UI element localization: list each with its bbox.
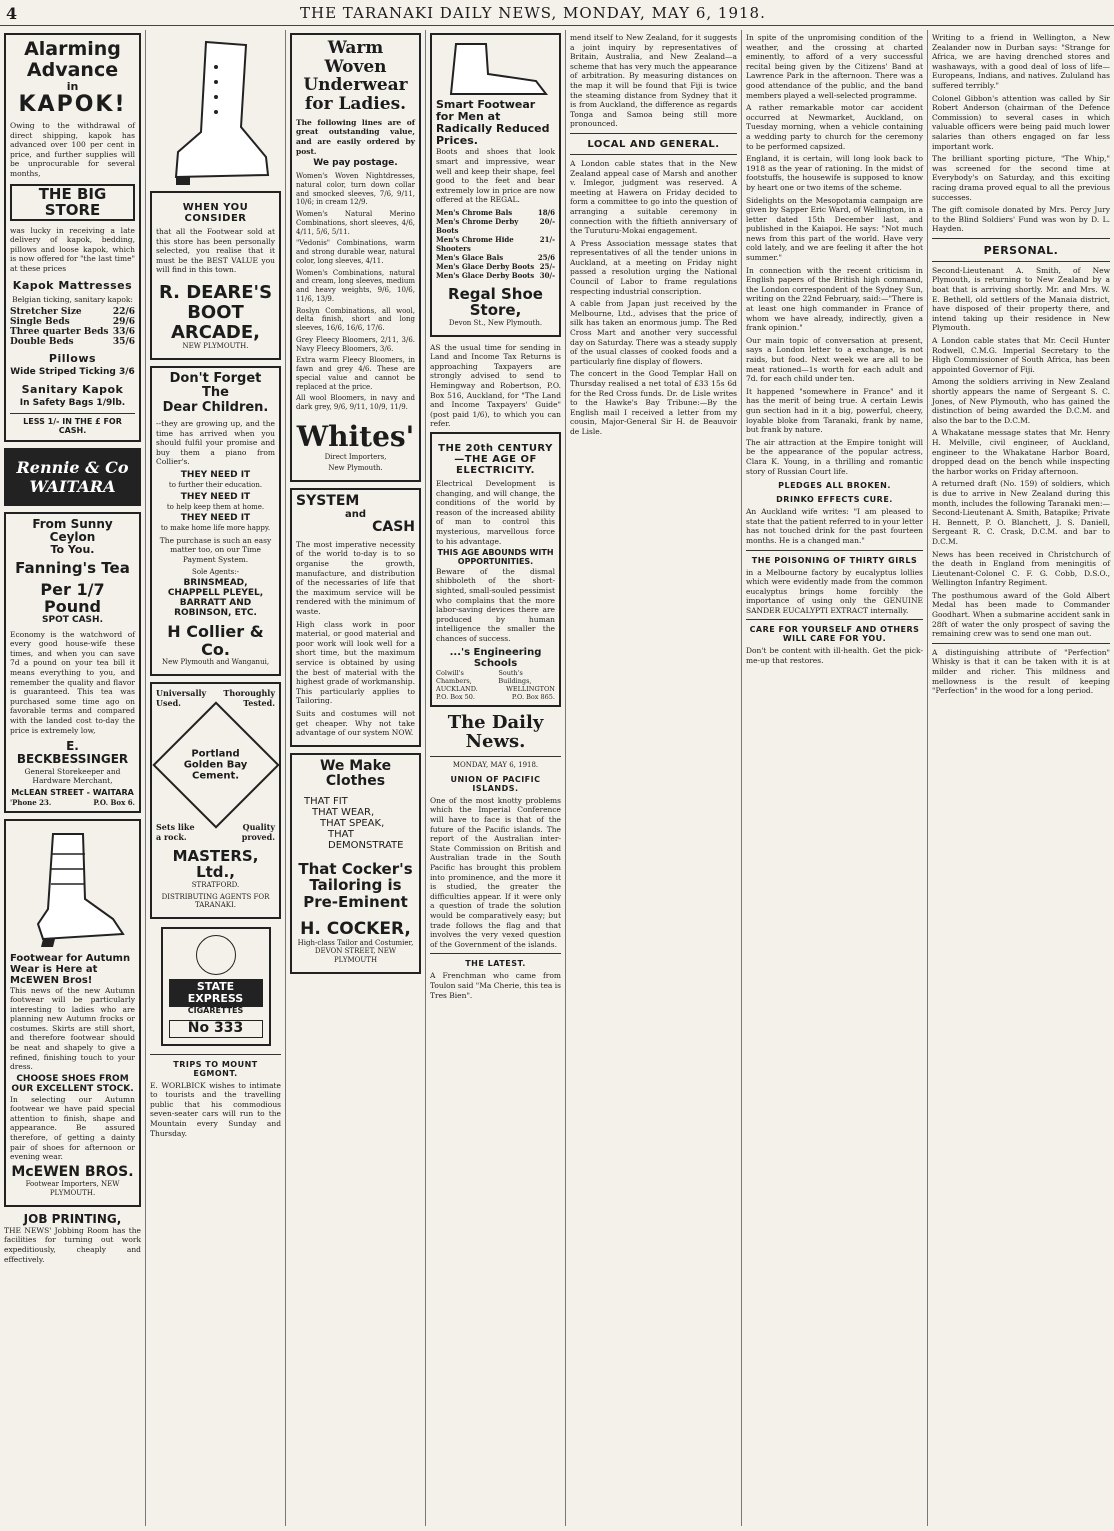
- personal-heading: PERSONAL.: [983, 243, 1059, 257]
- latest-heading: THE LATEST.: [465, 959, 526, 969]
- store-body: was lucky in receiving a late delivery of kapok, bedding, pillows and loose kapok, which is now offered for "the last time" at these prices: [10, 225, 135, 273]
- column-4: [426, 30, 566, 1526]
- editorial-date: MONDAY, MAY 6, 1918.: [452, 761, 539, 770]
- tea-body: Economy is the watchword of every good house-wife these times, and when you can save 7d a pound on your tea bill it means everything to you, and remember the quality and flavor is guaranteed. This tea was purchased some time ago on favorable terms and compared with the landed cost to-day the price is extremely low,: [10, 629, 135, 735]
- underwear-item: Women's Combinations, natural and cream, long sleeves, medium and heavy weights, 9/6, 10/6, 11/6, 13/9.: [296, 268, 415, 303]
- column-6: In spite of the unpromising condition of the weather, and the crossing at charted eminently, to afford of a very successful recital being given by the Citizens' Band at Lawrence Park in the afternoon. There was a good attendance of the public, and the band members played a well-selected programme. A rather remarkable motor car accident occurred at Newmarket, Auckland, on Tuesday morning, when a vehicle containing a wedding party to church for the ceremony to be performed capsized. England, it is certain, will long look back to 1918 as the year of rationing. In the midst of footstuffs, the housewife is supposed to know by heart one or two items of the scheme. Sidelights on the Mesopotamia campaign are given by Sapper Eric Ward, of Wellington, in a letter dated 15th December last, and published in the Kaiapoi. He says: "Not much news from this part of the world. Have very cold lately, and we are feeling it after the hot summer." In connection with the recent criticism in English papers of the British high command, the London correspondent of the Sydney Sun, writing on the 22nd February, said:—"There is at least one high commander in France of whom we have already, indirectly, given a frank opinion." Our main topic of conversation at present, says a London letter to a exchange, is not raids, but food. Next week we are all to be meat rationed—1s worth for each adult and 7d. for each child under ten. It happened "somewhere in France" and it has the merit of being true. A certain Lewis gun section had in it a big, powerful, cheery, loyable bloke from Taranaki, frank by name, but frank by nature. The air attraction at the Empire tonight will be the appearance of the popular actress, Clara K. Young, in a thrilling and romantic story of Russian Court life. PLEDGES ALL BROKEN. DRINKO EFFECTS CURE. An Auckland wife writes: "I am pleased to state that the patient referred to in your letter has not touched drink for the past fourteen months. He is a changed man." THE POISONING OF THIRTY GIRLS in a Melbourne factory by eucalyptus lollies which were evidently made from the common eucalyptus brings home forcibly the importance of using only the GENUINE SANDER EUCALYPTI EXTRACT internally. CARE FOR YOURSELF AND OTHERS WILL CARE FOR YOU. Don't be content with ill-health. Get the pick-me-up that restores.: [742, 30, 928, 1526]
- underwear-item: Grey Fleecy Bloomers, 2/11, 3/6. Navy Fleecy Bloomers, 3/6.: [296, 335, 415, 353]
- sanitary-heading: Sanitary Kapok: [21, 383, 124, 397]
- trips-heading: TRIPS TO MOUNT EGMONT.: [173, 1059, 258, 1078]
- whites-name: Whites': [296, 419, 415, 453]
- underwear-item: All wool Bloomers, in navy and dark grey, 9/6, 9/11, 10/9, 11/9.: [296, 394, 415, 412]
- latest-body: A Frenchman who came from Toulon said "Ma Cherie, this tea is Tres Bien".: [430, 971, 562, 1000]
- trips-body: E. WORLBICK wishes to intimate to tourists and the travelling public that his commodious seven-seater cars will run to the Mountain every Sunday and Thursday.: [150, 1080, 281, 1138]
- masters-name: MASTERS, Ltd.,: [172, 846, 259, 882]
- dear-children: Dear Children.: [162, 399, 269, 415]
- deare-boot: BOOT: [187, 301, 244, 323]
- page-number: 4: [6, 4, 18, 23]
- drinko-heading: DRINKO EFFECTS CURE.: [776, 495, 893, 505]
- engineering-ad: THE 20th CENTURY—THE AGE OF ELECTRICITY. Electrical Development is changing, and will change, the conditions of the world by reason of the increased ability of man to control this mysterious, marvellous force to his advantage. THIS AGE ABOUNDS WITH OPPORTUNITIES. Beware of the dismal shibboleth of the short-sighted, small-souled pessimist who complains that the more labor-saving devices there are produced by human intelligence the smaller the chances of success. ...'s Engineering Schools Colwill's Chambers, South's Buildings, AUCKLAND. WELLINGTON P.O. Box 50. P.O. Box 865.: [430, 432, 561, 707]
- cocker-ad: We Make Clothes THAT FIT THAT WEAR, THAT SPEAK, THAT DEMONSTRATE That Cocker's Tailoring is Pre-Eminent H. COCKER, High-class Tailor and Costumier, DEVON STREET, NEW PLYMOUTH: [290, 753, 421, 974]
- piano-brands: BRINSMEAD, CHAPPELL PLEYEL, BARRATT AND ROBINSON, ETC.: [167, 578, 264, 619]
- dont-forget: Don't Forget The: [169, 371, 262, 401]
- mattress-heading: Kapok Mattresses: [12, 278, 133, 292]
- sole-agents: Sole Agents:-: [192, 567, 239, 576]
- collier-sub: New Plymouth and Wanganui,: [161, 658, 270, 667]
- mcewen-name: McEWEN BROS.: [11, 1163, 134, 1180]
- column-5: mend itself to New Zealand, for it suggests a joint inquiry by representatives of Britain, Australia, and New Zealand—a scheme that has very much the appearance of arbitration. By measuring distances on the map it will be found that Fiji is twice the steaming distance from Sydney that it is from Auckland, the difference as regards Tonga and Samoa being still more pronounced. LOCAL AND GENERAL. A London cable states that in the New Zealand appeal case of Marsh and another v. Imlegor, judgment was reserved. A meeting at Hawera on Friday decided to form a committee to go into the question of arranging a suitable ceremony in connection with the fiftieth anniversary of the Turuturu-Mokai engagement. A Press Association message states that representatives of all the tender unions in Auckland, at a meeting on Friday night passed a resolution urging the National Council of Labor to frame regulations respecting industrial conscription. A cable from Japan just received by the Melbourne, Ltd., advises that the price of silk has taken an enormous jump. The Red Cross Mart and another very successful day on Saturday. There was a steady supply of the usual classes of cooked foods and a particularly fine display of flowers. The concert in the Good Templar Hall on Thursday realised a net total of £33 15s 6d for the Red Cross funds. Dr. de Lisle writes to the Hawke's Bay Tribune:—By the English mail I received a letter from my cousin, Major-General Sir H. de Beauvoir de Lisle.: [566, 30, 742, 1526]
- kapok-title-2: Advance: [26, 58, 119, 81]
- sanitary-line: In Safety Bags 1/9lb.: [19, 398, 126, 409]
- tailors-ad: SYSTEM and CASH The most imperative necessity of the world to-day is to so organise the growth, manufacture, and distribution of the necessaries of life that the maximum service will be rendered with the minimum of waste. High class work in poor material, or good material and poor work will look well for a short time, but the maximum service is obtained by using the best of material with the highest grade of workmanship. This particularly applies to Tailoring. Suits and costumes will not get cheaper. Why not take advantage of our system NOW.: [290, 488, 421, 747]
- choose-heading: CHOOSE SHOES FROM OUR EXCELLENT STOCK.: [11, 1073, 134, 1094]
- underwear-item: Extra warm Fleecy Bloomers, in fawn and grey 4/6. These are special value and cannot be replaced at the price.: [296, 356, 415, 391]
- mens-boot-illustration: [436, 39, 556, 99]
- price-row: Stretcher Size 22/6: [10, 307, 135, 318]
- column-1: [0, 30, 146, 1526]
- poisoning-heading: THE POISONING OF THIRTY GIRLS: [751, 555, 918, 565]
- footwear-heading: Footwear for Autumn Wear is Here at McEWEN Bros!: [10, 952, 131, 986]
- choose-body: In selecting our Autumn footwear we have paid special attention to finish, shape and appearance. Be assured therefore, of getting a dainty pair of shoes for afternoon or evening wear.: [10, 1094, 135, 1162]
- beck-phone: 'Phone 23.: [10, 797, 52, 807]
- big-store-logo: THE BIG STORE: [10, 184, 135, 221]
- ceylon-sub: To You.: [50, 542, 95, 556]
- masthead: [0, 0, 1114, 26]
- when-heading: WHEN YOU CONSIDER: [182, 202, 249, 224]
- deare-arcade: ARCADE,: [170, 321, 260, 343]
- beck-sub: General Storekeeper and Hardware Merchant,: [24, 766, 121, 786]
- regal-name: Regal Shoe Store,: [448, 284, 543, 320]
- cement-ad: Universally Thoroughly Used. Tested. Portland Golden Bay Cement. Sets like Quality a rock. proved. MASTERS, Ltd., STRATFORD. DISTRIBUTING AGENTS FOR TARANAKI.: [150, 682, 281, 919]
- footwear-body: This news of the new Autumn footwear will be particularly interesting to ladies who are planning new Autumn frocks or costumes. Skirts are still short, and therefore footwear should be neat and shapely to give a refined, finishing touch to your dress.: [10, 985, 135, 1072]
- local-general-heading: LOCAL AND GENERAL.: [587, 138, 720, 150]
- underwear-item: Roslyn Combinations, all wool, delta finish, short and long sleeves, 16/6, 16/6, 17/6.: [296, 306, 415, 333]
- whites-ad: Warm Woven Underwear for Ladies. The following lines are of great outstanding value, and are easily ordered by post. We pay postage. Women's Woven Nightdresses, natural color, turn down collar and smocked sleeves, 7/6, 9/11, 10/6; in cream 12/9. Women's Natural Merino Combinations, short sleeves, 4/6, 4/11, 5/6, 5/11. "Vedonis" Combinations, warm and strong durable wear, natural color, long sleeves, 4/11. Women's Combinations, natural and cream, long sleeves, medium and heavy weights, 9/6, 10/6, 11/6, 13/9. Roslyn Combinations, all wool, delta finish, short and long sleeves, 16/6, 16/6, 17/6. Grey Fleecy Bloomers, 2/11, 3/6. Navy Fleecy Bloomers, 3/6. Extra warm Fleecy Bloomers, in fawn and grey 4/6. These are special value and cannot be replaced at the price. All wool Bloomers, in navy and dark grey, 9/6, 9/11, 10/9, 11/9. Whites' Direct Importers, New Plymouth.: [290, 33, 421, 482]
- deare-sub: NEW PLYMOUTH.: [182, 342, 249, 351]
- column-3: [286, 30, 426, 1526]
- kapok-body: Owing to the withdrawal of direct shipping, kapok has advanced over 100 per cent in price, and further supplies will be unprocurable for several months,: [10, 121, 135, 179]
- tea-name: Fanning's Tea: [15, 559, 130, 578]
- kapok-title-1: Alarming: [24, 38, 121, 60]
- deare-name: R. DEARE'S: [158, 281, 273, 303]
- underwear-item: Women's Natural Merino Combinations, short sleeves, 4/6, 4/11, 5/6, 5/11.: [296, 210, 415, 236]
- spot-cash: SPOT CASH.: [41, 614, 103, 625]
- pillows-line: Wide Striped Ticking 3/6: [10, 367, 135, 378]
- dont-body: --they are growing up, and the time has arrived when you should fulfil your promise and buy them a piano from Collier's.: [156, 419, 275, 467]
- kapok-title-3: in: [66, 79, 79, 93]
- crest-icon: [196, 935, 236, 975]
- ladies-boot-illustration: [13, 829, 133, 949]
- cash-discount: LESS 1/- IN THE £ FOR CASH.: [23, 416, 122, 435]
- care-heading: CARE FOR YOURSELF AND OTHERS WILL CARE FOR YOU.: [749, 625, 920, 644]
- beck-box: P.O. Box 6.: [93, 797, 135, 807]
- when-body: that all the Footwear sold at this store has been personally selected, you realise that it must be the BEST VALUE you will find in this town.: [156, 227, 275, 275]
- button-boot-illustration: [156, 37, 276, 187]
- price-row: Single Beds 29/6: [10, 317, 135, 328]
- tea-price: Per 1/7 Pound: [40, 579, 105, 617]
- union-heading: UNION OF PACIFIC ISLANDS.: [450, 774, 541, 793]
- state-express-cigarette-pack: STATE EXPRESS CIGARETTES No 333: [161, 927, 271, 1045]
- deare-ad: [150, 191, 281, 360]
- job-printing-head: JOB PRINTING,: [23, 1211, 122, 1226]
- make-clothes: We Make Clothes: [319, 757, 392, 790]
- underwear-item: Women's Woven Nightdresses, natural color, turn down collar and smocked sleeves, 7/6, 9/11, 10/6; in cream 12/9.: [296, 172, 415, 207]
- pillows-heading: Pillows: [48, 352, 97, 366]
- mattress-sub: Belgian ticking, sanitary kapok:: [12, 294, 133, 304]
- regal-ad: Smart Footwear for Men at Radically Reduced Prices. Boots and shoes that look smart and impressive, wear well and keep their shape, feel good to the feet and bear extremely low in price are now offered at the REGAL. Men's Chrome Bals 18/6 Men's Chrome Derby Boots 20/- Men's Chrome Hide Shooters 21/- Men's Glace Bals 25/6 Men's Glace Derby Boots 25/- Men's Glace Derby Boots 30/- Regal Shoe Store, Devon St., New Plymouth.: [430, 33, 561, 337]
- collier-name: H Collier & Co.: [167, 621, 264, 659]
- cocker-headline: That Cocker's Tailoring is Pre-Eminent: [298, 859, 413, 911]
- mcewen-ad: [4, 819, 141, 1207]
- column-7: Writing to a friend in Wellington, a New Zealander now in Durban says: "Strange for Africa, we are having drenched stores and washaways, with a good deal of loss of life—Europeans, Indians, and natives. Zululand has suffered terribly." Colonel Gibbon's attention was called by Sir Robert Anderson (chairman of the Defence Commission) to several cases in which valuable officers were being paid much lower salaries than others engaged on far less important work. The brilliant sporting picture, "The Whip," was screened for the second time at Everybody's on Saturday, and this exciting racing drama proved equal to all the previous successes. The gift comisole donated by Mrs. Percy Jury to the Blind Soldiers' Fund was won by D. L. Hayden. PERSONAL. Second-Lieutenant A. Smith, of New Plymouth, is returning to New Zealand by a boat that is arriving shortly. Mr. and Mrs. W. E. Bethell, old settlers of the Manaia district, have disposed of their property there, and intend taking up their residence in New Plymouth. A London cable states that Mr. Cecil Hunter Rodwell, C.M.G. Imperial Secretary to the High Commissioner of South Africa, has been appointed Governor of Fiji. Among the soldiers arriving in New Zealand shortly appears the name of Sergeant S. C. Jones, of New Plymouth, who has gained the distinction of being awarded the D.C.M. and also the bar to the D.C.M. A Whakatane message states that Mr. Henry H. Melville, civil engineer, of Auckland, engineer to the Whakatane Harbor Board, dropped dead on the bench while inspecting the harbor works on Friday afternoon. A returned draft (No. 159) of soldiers, which is due to arrive in New Zealand during this month, includes the following Taranaki men:—Second-Lieutenant A. Smith, Batapike; Private H. Bennett, P. O. Blanchett, J. S. Daniell, Sergeant R. C. Crask, D.C.M. and bar to D.C.M. News has been received in Christchurch of the death in England from meningitis of Lieutenant-Colonel C. F. G. Cobb, D.S.O., Wellington Infantry Regiment. The posthumous award of the Gold Albert Medal has been made to Commander Goodhart. When a submarine accident sank in 28ft of water the only prospect of saving the remaining crew was to send one man out. A distinguishing attribute of "Perfection" Whisky is that it can be taken with it is at milder and richer. This mildness and mellowness is the result of keeping "Perfection" in the wood for a long period.: [932, 33, 1110, 696]
- tea-ad: [4, 512, 141, 813]
- collier-ad: Don't Forget The Dear Children. --they are growing up, and the time has arrived when you should fulfil your promise and buy them a piano from Collier's. THEY NEED IT to further their education. THEY NEED IT to help keep them at home. THEY NEED IT to make home life more happy. The purchase is such an easy matter too, on our Time Payment System. Sole Agents:- BRINSMEAD, CHAPPELL PLEYEL, BARRATT AND ROBINSON, ETC. H Collier & Co. New Plymouth and Wanganui,: [150, 366, 281, 676]
- union-body: One of the most knotty problems which the Imperial Conference will have to face is that of the future of the Pacific islands. The report of the Australian inter-State Commission on British and Australian trade in the South Pacific has brought this problem into prominence, and the more it is studied, the greater the difficulties appear. If it were only a question of trade the solution would be comparatively easy; but trade follows the flag and that involves the very vexed question of the Government of the islands.: [430, 795, 561, 949]
- purchase-note: The purchase is such an easy matter too, on our Time Payment System.: [159, 535, 272, 565]
- rennie-logo: Rennie & Co WAITARA: [4, 448, 141, 506]
- beck-addr: McLEAN STREET - WAITARA: [11, 787, 134, 797]
- cocker-name: H. COCKER,: [300, 919, 411, 939]
- price-row: Three quarter Beds 33/6: [10, 327, 135, 338]
- price-row: Double Beds 35/6: [10, 337, 135, 348]
- mcewen-sub: Footwear Importers, NEW PLYMOUTH.: [25, 1180, 120, 1197]
- kapok-title-4: KAPOK!: [18, 91, 127, 117]
- underwear-item: "Vedonis" Combinations, warm and strong durable wear, natural color, long sleeves, 4/11.: [296, 239, 415, 265]
- cement-diamond-logo: Portland Golden Bay Cement.: [152, 701, 279, 828]
- column-2: [146, 30, 286, 1526]
- kapok-ad: [4, 33, 141, 442]
- beckbessinger: E. BECKBESSINGER: [16, 739, 129, 767]
- job-printing-body: THE NEWS' Jobbing Room has the facilities for turning out work expeditiously, cheaply and effectively.: [4, 1225, 141, 1264]
- ceylon-head: From Sunny Ceylon: [32, 516, 113, 544]
- pledges-heading: PLEDGES ALL BROKEN.: [778, 481, 891, 491]
- newspaper-title: THE TARANAKI DAILY NEWS, MONDAY, MAY 6, 1918.: [300, 4, 766, 22]
- daily-news-heading: The Daily News.: [447, 711, 544, 753]
- tax-notice: AS the usual time for sending in Land and Income Tax Returns is approaching Taxpayers are strongly advised to send to Hemingway and Robertson, P.O. Box 516, Auckland, for "The Land and Income Taxpayers' Guide" (post paid 1/6), to which you can refer.: [430, 342, 561, 429]
